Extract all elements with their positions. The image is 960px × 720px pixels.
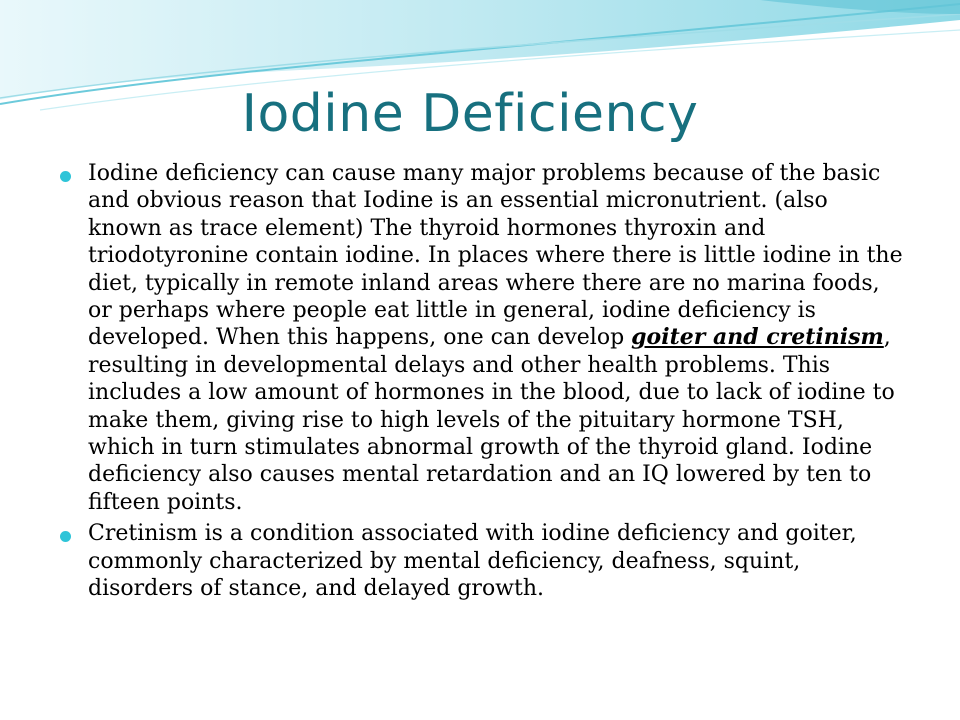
bullet-text: Cretinism is a condition associated with iodine deficiency and goiter, commonly characterized by mental deficiency, deafness, squint, disorders of stance, and delayed growth. <box>88 521 857 602</box>
goiter-cretinism-link[interactable]: goiter and cretinism <box>631 324 884 351</box>
slide-title: Iodine Deficiency <box>241 84 699 144</box>
bullet-dot-icon <box>60 171 71 182</box>
bullet-cretinism <box>60 520 908 602</box>
bullet-dot-icon <box>60 531 71 542</box>
bullet-list <box>60 160 908 607</box>
bullet-text-part: , resulting in developmental delays and other health problems. This includes a low amount of hormones in the blood, due to lack of iodine to make them, giving rise to high levels of the pituitary hormone TSH, which in turn stimulates abnormal growth of the thyroid gland. Iodine deficiency also causes mental retardation and an IQ lowered by ten to fifteen points. <box>88 325 895 515</box>
bullet-iodine-deficiency <box>60 160 908 516</box>
bullet-text-part: Iodine deficiency can cause many major problems because of the basic and obvious reason that Iodine is an essential micronutrient. (also known as trace element) The thyroid hormones thyroxin and triodotyronine contain iodine. In places where there is little iodine in the diet, typically in remote inland areas where there are no marina foods, or perhaps where people eat little in general, iodine deficiency is developed. When this happens, one can develop <box>88 161 903 351</box>
